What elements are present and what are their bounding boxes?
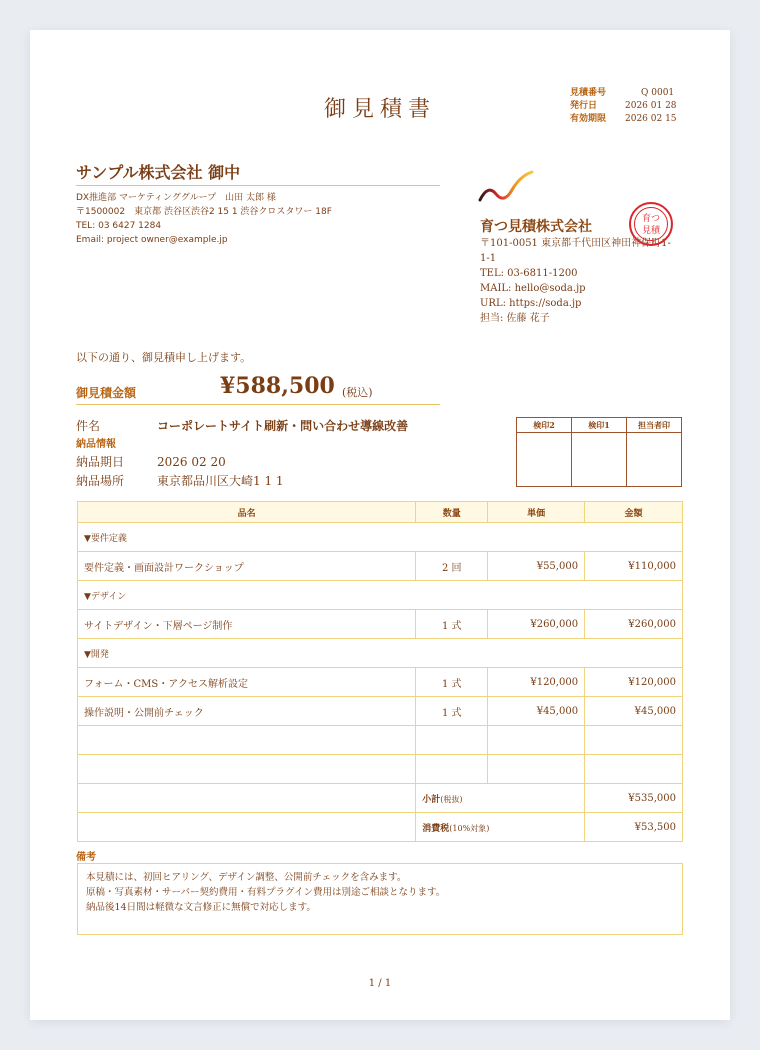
- client-info: [76, 191, 332, 247]
- page-number: 1 / 1: [368, 978, 392, 989]
- company-address: 〒101-0051 東京都千代田区神田神保町1-: [480, 238, 671, 249]
- delivery-heading: 納品情報: [76, 439, 116, 450]
- company-person: 担当: 佐藤 花子: [480, 313, 550, 324]
- table-row: [78, 668, 683, 697]
- meta-label: 有効期限: [570, 114, 607, 124]
- category-label: ▼開発: [78, 639, 683, 668]
- meta-row-number: [570, 87, 677, 100]
- table-row: [78, 697, 683, 726]
- meta-row-issue-date: [570, 100, 677, 113]
- meta-label: 見積番号: [570, 88, 607, 98]
- table-header-row: [78, 502, 683, 523]
- client-tel: TEL: 03 6427 1284: [76, 221, 162, 231]
- item-qty: 1 式: [416, 610, 488, 639]
- due-date-label: 納品期日: [76, 455, 125, 469]
- company-logo-icon: [478, 170, 534, 210]
- company-url: URL: https://soda.jp: [480, 298, 582, 309]
- company-seal: [629, 202, 673, 246]
- empty-row: [78, 755, 683, 784]
- delivery-place-row: [76, 471, 408, 490]
- due-date-value: 2026 02 20: [157, 454, 226, 469]
- item-unit-price: ¥55,000: [488, 552, 585, 581]
- greeting-text: 以下の通り、御見積申し上げます。: [76, 351, 252, 364]
- subject-row: [76, 416, 408, 435]
- item-unit-price: ¥120,000: [488, 668, 585, 697]
- tax-label-cell: [416, 813, 585, 842]
- table-row: [78, 610, 683, 639]
- tax-value: ¥53,500: [585, 813, 683, 842]
- client-divider: [76, 185, 440, 186]
- total-amount-label: 御見積金額: [76, 386, 137, 400]
- seal-text-bottom: 見積: [641, 226, 660, 236]
- item-qty: 2 回: [416, 552, 488, 581]
- column-header: 品名: [78, 502, 416, 523]
- notes-line: 納品後14日間は軽微な文言修正に無償で対応します。: [86, 902, 316, 913]
- item-name: サイトデザイン・下層ページ制作: [78, 610, 416, 639]
- total-amount-value: ¥588,500: [220, 373, 335, 399]
- company-mail: MAIL: hello@soda.jp: [480, 283, 586, 294]
- line-items-table: [77, 501, 683, 842]
- document-meta: [570, 87, 677, 126]
- subtotal-label: 小計: [422, 794, 441, 805]
- item-amount: ¥110,000: [585, 552, 683, 581]
- tax-label: 消費税: [422, 823, 450, 834]
- item-qty: 1 式: [416, 668, 488, 697]
- meta-value: 2026 02 15: [625, 114, 677, 124]
- notes-line: 本見積には、初回ヒアリング、デザイン調整、公開前チェックを含みます。: [86, 872, 407, 883]
- subject-value: コーポレートサイト刷新・問い合わせ導線改善: [157, 419, 409, 433]
- meta-value: Q 0001: [641, 88, 675, 98]
- category-row: [78, 639, 683, 668]
- meta-value: 2026 01 28: [625, 101, 677, 111]
- subtotal-label-cell: [416, 784, 585, 813]
- quote-details: [76, 416, 408, 490]
- document-title: 御見積書: [323, 97, 436, 122]
- item-unit-price: ¥45,000: [488, 697, 585, 726]
- item-amount: ¥120,000: [585, 668, 683, 697]
- subtotal-value: ¥535,000: [585, 784, 683, 813]
- item-amount: ¥260,000: [585, 610, 683, 639]
- category-label: ▼デザイン: [78, 581, 683, 610]
- stamp-label: 担当者印: [627, 418, 682, 433]
- company-info: [480, 236, 690, 326]
- company-address-cont: 1-1: [480, 253, 497, 264]
- meta-label: 発行日: [570, 101, 598, 111]
- company-tel: TEL: 03-6811-1200: [480, 268, 578, 279]
- company-name: 育つ見積株式会社: [480, 219, 592, 235]
- delivery-place-label: 納品場所: [76, 474, 125, 488]
- client-name: サンプル株式会社 御中: [76, 163, 241, 182]
- client-address: 〒1500002 東京都 渋谷区渋谷2 15 1 渋谷クロスタワー 18F: [76, 207, 332, 217]
- column-header: 単価: [488, 502, 585, 523]
- delivery-place-value: 東京都品川区大崎1 1 1: [157, 474, 284, 488]
- item-name: 操作説明・公開前チェック: [78, 697, 416, 726]
- category-row: [78, 581, 683, 610]
- category-label: ▼要件定義: [78, 523, 683, 552]
- subtotal-row: [78, 784, 683, 813]
- item-qty: 1 式: [416, 697, 488, 726]
- quote-page: [30, 30, 730, 1020]
- item-name: 要件定義・画面設計ワークショップ: [78, 552, 416, 581]
- seal-text-top: 育つ: [641, 214, 660, 224]
- table-row: [78, 552, 683, 581]
- notes-label: 備考: [76, 852, 96, 863]
- stamp-box: [517, 433, 572, 487]
- item-name: フォーム・CMS・アクセス解析設定: [78, 668, 416, 697]
- stamp-box: [627, 433, 682, 487]
- tax-row: [78, 813, 683, 842]
- meta-row-expiry: [570, 113, 677, 126]
- client-department: DX推進部 マーケティンググループ 山田 太郎 様: [76, 193, 276, 203]
- notes-box: [77, 863, 683, 935]
- column-header: 金額: [585, 502, 683, 523]
- subtotal-note: (税抜): [440, 794, 463, 804]
- column-header: 数量: [416, 502, 488, 523]
- due-date-row: [76, 452, 408, 471]
- notes-line: 原稿・写真素材・サーバー契約費用・有料プラグイン費用は別途ご相談となります。: [86, 887, 446, 898]
- stamp-box: [572, 433, 627, 487]
- category-row: [78, 523, 683, 552]
- approval-stamp-boxes: [516, 417, 682, 487]
- subject-label: 件名: [76, 419, 101, 433]
- item-unit-price: ¥260,000: [488, 610, 585, 639]
- stamp-label: 検印1: [572, 418, 627, 433]
- seal-text: [634, 207, 668, 241]
- stamp-label: 検印2: [517, 418, 572, 433]
- total-tax-note: (税込): [342, 386, 373, 399]
- tax-note: (10%対象): [449, 823, 490, 833]
- client-email: Email: project owner@example.jp: [76, 235, 228, 245]
- item-amount: ¥45,000: [585, 697, 683, 726]
- empty-row: [78, 726, 683, 755]
- amount-divider: [76, 404, 440, 405]
